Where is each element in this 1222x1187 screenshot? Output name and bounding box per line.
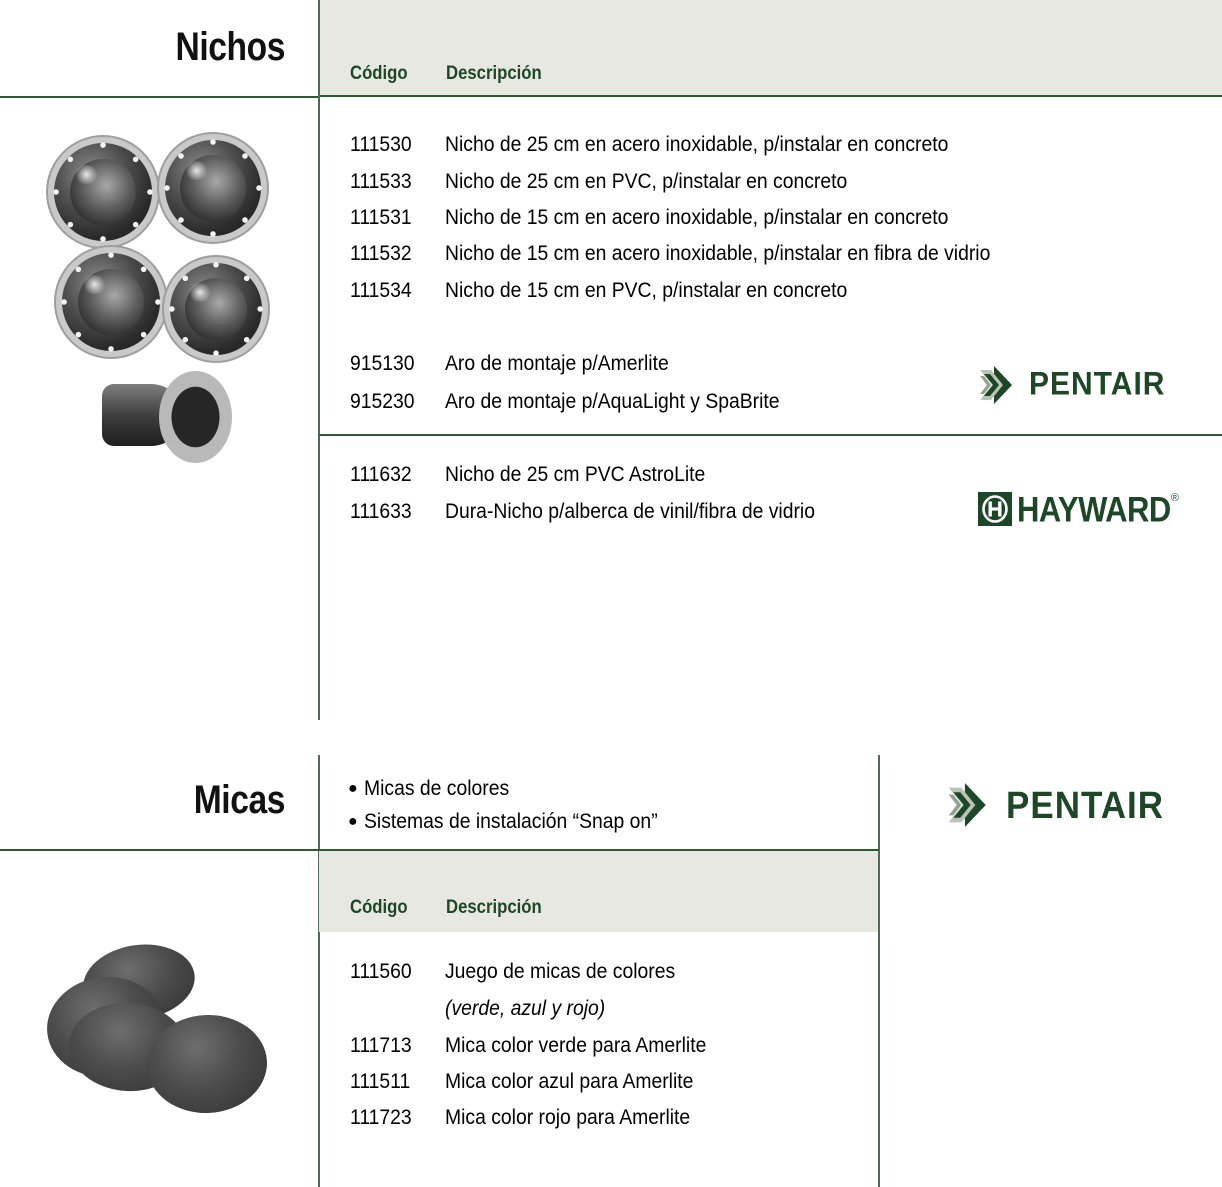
- niche-inner-2: [180, 155, 245, 220]
- micas-column-divider: [318, 755, 320, 1187]
- micas-product-photo: [35, 935, 300, 1140]
- row-description: Mica color azul para Amerlite: [445, 1069, 694, 1093]
- row-description: (verde, azul y rojo): [445, 996, 606, 1020]
- pentair-logo: [980, 366, 1165, 404]
- micas-feature-item: [348, 772, 525, 805]
- nichos-header-band-bottom-rule: [319, 95, 1222, 97]
- niche-housing-image-3: [62, 253, 160, 351]
- micas-table-header-band: [319, 851, 878, 932]
- row-description: Dura-Nicho p/alberca de vinil/fibra de vidrio: [445, 499, 815, 523]
- nichos-column-divider: [318, 0, 320, 720]
- row-code: 915230: [350, 389, 415, 413]
- niche-inner-4: [185, 278, 248, 341]
- micas-feature-label: Micas de colores: [364, 776, 510, 800]
- row-description: Nicho de 25 cm en PVC, p/instalar en concreto: [445, 169, 848, 193]
- table-row[interactable]: [350, 274, 1110, 307]
- bullet-icon: ●: [348, 813, 358, 830]
- row-description: Nicho de 25 cm PVC AstroLite: [445, 462, 706, 486]
- row-description: Juego de micas de colores: [445, 959, 676, 983]
- nichos-group-divider: [319, 434, 1222, 436]
- hayward-h-glyph: [981, 495, 1009, 523]
- niche-inner-1: [70, 159, 137, 226]
- table-row[interactable]: [350, 128, 1110, 161]
- bullet-icon: ●: [348, 780, 358, 797]
- niche-inner-3: [78, 269, 145, 336]
- table-row[interactable]: [350, 237, 1110, 270]
- niche-housing-image-2: [165, 140, 261, 236]
- table-row[interactable]: [350, 458, 1110, 491]
- niche-housing-image-1: [54, 143, 152, 241]
- nichos-product-photo: [40, 135, 290, 475]
- row-code: 111533: [350, 169, 412, 193]
- nichos-title-underline: [0, 96, 319, 98]
- hayward-h-mark-icon: [978, 492, 1012, 526]
- niche-housing-image-4: [170, 263, 262, 355]
- row-code: 111713: [350, 1033, 412, 1057]
- table-row[interactable]: [350, 992, 870, 1025]
- niche-flange-5: [159, 371, 232, 463]
- micas-right-divider: [878, 755, 880, 1187]
- section-title-nichos: Nichos: [175, 25, 285, 69]
- table-row[interactable]: [350, 165, 1110, 198]
- pentair-wordmark: PENTAIR: [1006, 783, 1165, 827]
- row-description: Nicho de 15 cm en acero inoxidable, p/instalar en concreto: [445, 205, 949, 229]
- nichos-col-header-codigo: Código: [350, 63, 408, 84]
- pentair-wordmark: PENTAIR: [1029, 366, 1166, 403]
- row-code: 111534: [350, 278, 412, 302]
- micas-feature-item: [348, 805, 690, 838]
- row-code: 111723: [350, 1105, 412, 1129]
- niche-highlight-3: [82, 275, 107, 295]
- micas-col-header-descripcion: Descripción: [446, 897, 542, 918]
- table-row[interactable]: [350, 1101, 870, 1134]
- niche-housing-image-5: [102, 371, 232, 463]
- niche-highlight-1: [74, 165, 99, 185]
- section-title-micas: Micas: [193, 778, 285, 822]
- row-code: 111560: [350, 959, 412, 983]
- row-code: 111633: [350, 499, 412, 523]
- row-code: 111531: [350, 205, 412, 229]
- row-description: Nicho de 15 cm en PVC, p/instalar en concreto: [445, 278, 848, 302]
- row-code: 915130: [350, 351, 415, 375]
- micas-feature-label: Sistemas de instalación “Snap on”: [364, 809, 658, 833]
- row-description: Aro de montaje p/Amerlite: [445, 351, 669, 375]
- row-code: 111532: [350, 241, 412, 265]
- niche-highlight-2: [184, 161, 209, 180]
- micas-col-header-codigo: Código: [350, 897, 408, 918]
- row-description: Nicho de 15 cm en acero inoxidable, p/instalar en fibra de vidrio: [445, 241, 991, 265]
- table-row[interactable]: [350, 201, 1110, 234]
- pentair-chevron-icon: [948, 783, 998, 827]
- niche-highlight-4: [188, 283, 212, 301]
- row-code: 111530: [350, 132, 412, 156]
- row-description: Nicho de 25 cm en acero inoxidable, p/instalar en concreto: [445, 132, 949, 156]
- table-row[interactable]: [350, 955, 870, 988]
- table-row[interactable]: [350, 1065, 870, 1098]
- pentair-logo: [948, 783, 1164, 827]
- hayward-registered-mark: ®: [1170, 492, 1179, 504]
- pentair-chevron-icon: [980, 366, 1022, 404]
- row-description: Aro de montaje p/AquaLight y SpaBrite: [445, 389, 780, 413]
- hayward-logo: [978, 490, 1179, 528]
- row-code: 111511: [350, 1069, 411, 1093]
- row-description: Mica color verde para Amerlite: [445, 1033, 707, 1057]
- micas-title-underline: [0, 849, 319, 851]
- row-description: Mica color rojo para Amerlite: [445, 1105, 691, 1129]
- nichos-col-header-descripcion: Descripción: [446, 63, 542, 84]
- row-code: 111632: [350, 462, 412, 486]
- hayward-wordmark: HAYWARD: [1017, 488, 1171, 530]
- table-row[interactable]: [350, 1029, 870, 1062]
